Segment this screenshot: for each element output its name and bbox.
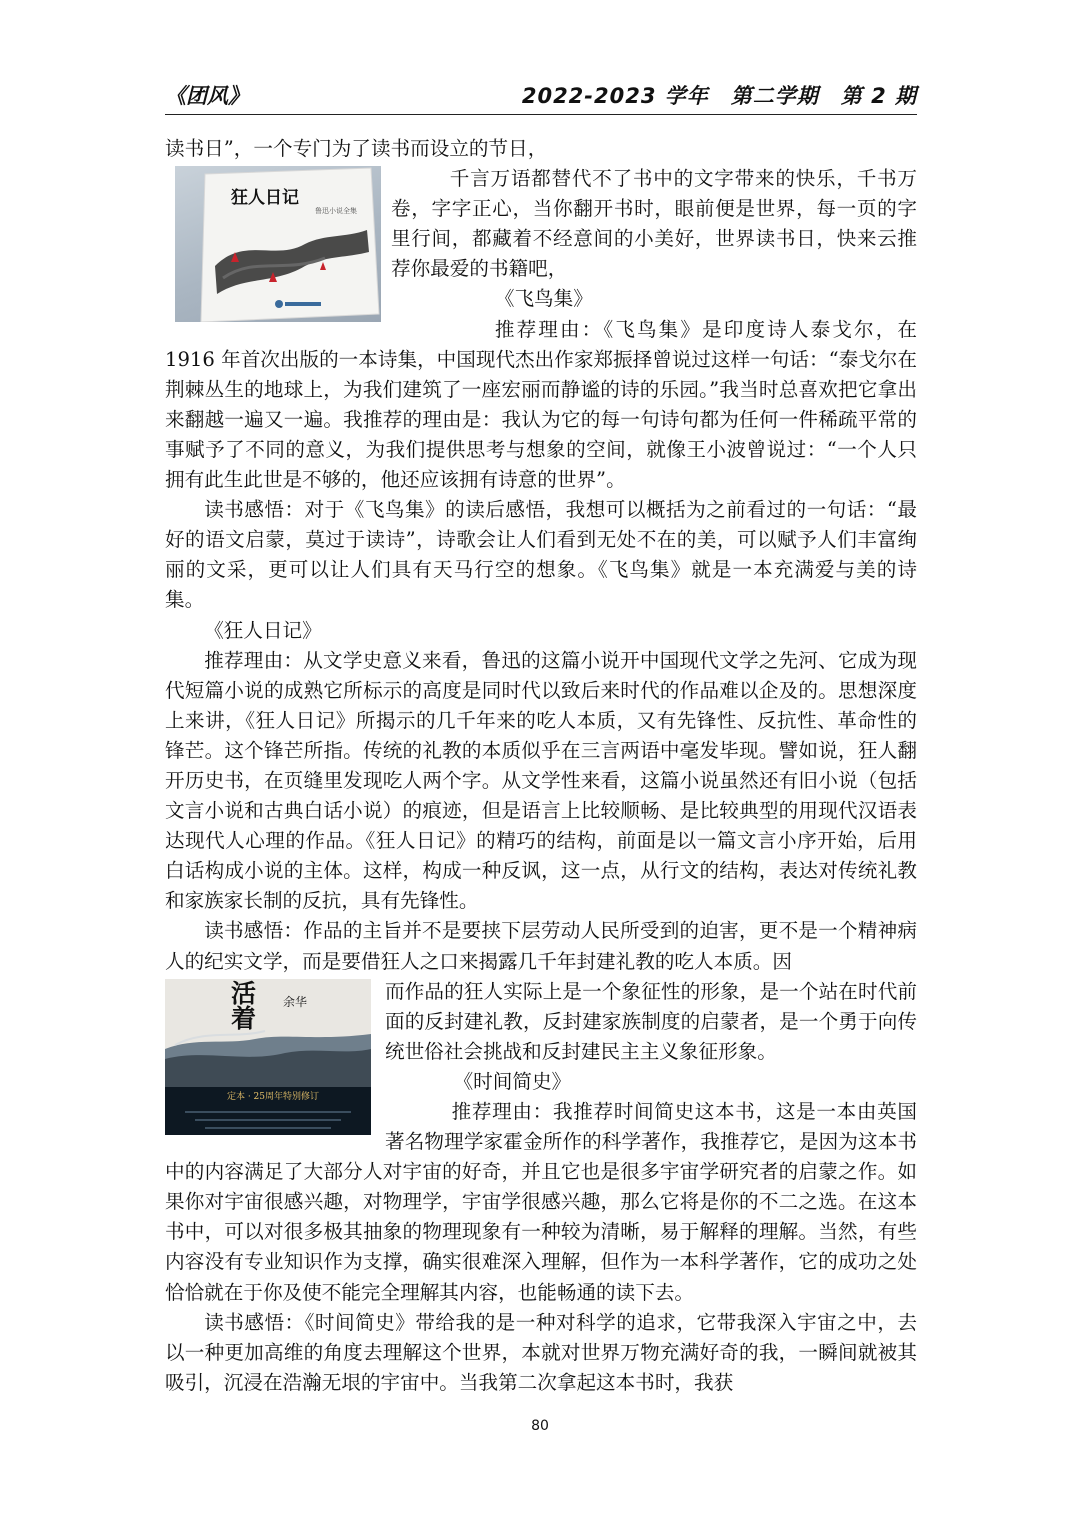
book2-edition: 定本 · 25周年特别修订 [226,1091,320,1102]
book-cover-illustration-2 [165,979,371,1135]
paragraph-feiniao-reflection: 读书感悟：对于《飞鸟集》的读后感悟，我想可以概括为之前看过的一句话：“最好的语文启蒙，莫过于读诗”，诗歌会让人们看到无处不在的美，可以赋予人们丰富绚丽的文采，更可以让人们具有天马行空的想象。《飞鸟集》就是一本充满爱与美的诗集。 [165,498,917,612]
book-cover-kuangren-riji [175,166,381,322]
paragraph-shijian-reason: 推荐理由：我推荐时间简史这本书，这是一本由英国著名物理学家霍金所作的科学著作，我推荐它，是因为这本书中的内容满足了大部分人对宇宙的好奇，并且它也是很多宇宙学研究者的启蒙之作。如果你对宇宙很感兴趣，对物理学，宇宙学很感兴趣，那么它将是你的不二之选。在这本书中，可以对很多极其抽象的物理现象有一种较为清晰，易于解释的理解。当然，有些内容没有专业知识作为支撑，确实很难深入理解，但作为一本科学著作，它的成功之处恰恰就在于你及使不能完全理解其内容，也能畅通的读下去。 [165,1100,917,1304]
book2-title: 活着 [231,978,257,1033]
paragraph-kuangren-reflection: 读书感悟：作品的主旨并不是要挟下层劳动人民所受到的迫害，更不是一个精神病人的纪实文学，而是要借狂人之口来揭露几千年封建礼教的吃人本质。因 [165,919,917,973]
book2-author: 余华 [283,994,308,1009]
page-number: 80 [531,1418,549,1434]
heading-feiniao-ji: 《飞鸟集》 [494,287,593,311]
paragraph-kuangren-reason: 推荐理由：从文学史意义来看，鲁迅的这篇小说开中国现代文学之先河、它成为现代短篇小说的成熟它所标示的高度是同时代以致后来时代的作品难以企及的。思想深度上来讲，《狂人日记》所揭示的几千年来的吃人本质，又有先锋性、反抗性、革命性的锋芒。这个锋芒所指。传统的礼教的本质似乎在三言两语中毫发毕现。譬如说，狂人翻开历史书，在页缝里发现吃人两个字。从文学性来看，这篇小说虽然还有旧小说（包括文言小说和古典白话小说）的痕迹，但是语言上比较顺畅、是比较典型的用现代汉语表达现代人心理的作品。《狂人日记》的精巧的结构，前面是以一篇文言小序开始，后用白话构成小说的主体。这样，构成一种反讽，这一点，从行文的结构，表达对传统礼教和家族家长制的反抗，具有先锋性。 [165,648,917,913]
book1-subtitle: 鲁迅小说全集 [315,207,357,216]
paragraph-intro-2: 千言万语都替代不了书中的文字带来的快乐，千书万卷，字字正心，当你翻开书时，眼前便是世界，每一页的字里行间，都藏着不经意间的小美好，世界读书日，快来云推荐你最爱的书籍吧， [391,167,917,281]
heading-shijian-jianshi: 《时间简史》 [453,1069,572,1093]
book-cover-huozhe [165,979,371,1135]
page-header [165,74,917,115]
book1-title: 狂人日记 [231,188,299,209]
issue-info: 2022-2023 学年 第二学期 第 2 期 [521,84,917,108]
paragraph-intro: 读书日”，一个专门为了读书而设立的节日， [165,137,548,160]
heading-kuangren-riji: 《狂人日记》 [204,618,322,642]
paragraph-kuangren-reflection-2: 而作品的狂人实际上是一个象征性的形象，是一个站在时代前面的反封建礼教，反封建家族制度的启蒙者，是一个勇于向传统世俗社会挑战和反封建民主主义象征形象。 [385,979,917,1063]
article-body [165,134,917,1398]
journal-title: 《团风》 [165,84,249,108]
paragraph-shijian-reflection: 读书感悟：《时间简史》带给我的是一种对科学的追求，它带我深入宇宙之中，去以一种更加高维的角度去理解这个世界，本就对世界万物充满好奇的我，一瞬间就被其吸引，沉浸在浩瀚无垠的宇宙中。当我第二次拿起这本书时，我获 [165,1310,917,1394]
paragraph-feiniao-reason: 推荐理由：《飞鸟集》是印度诗人泰戈尔，在 1916 年首次出版的一本诗集，中国现代杰出作家郑振择曾说过这样一句话：“泰戈尔在荆棘丛生的地球上，为我们建筑了一座宏丽而静谧的诗的乐园。”我当时总喜欢把它拿出来翻越一遍又一遍。我推荐的理由是：我认为它的每一句诗句都为任何一件稀疏平常的事赋予了不同的意义，为我们提供思考与想象的空间，就像王小波曾说过：“一个人只拥有此生此世是不够的，他还应该拥有诗意的世界”。 [165,317,917,492]
